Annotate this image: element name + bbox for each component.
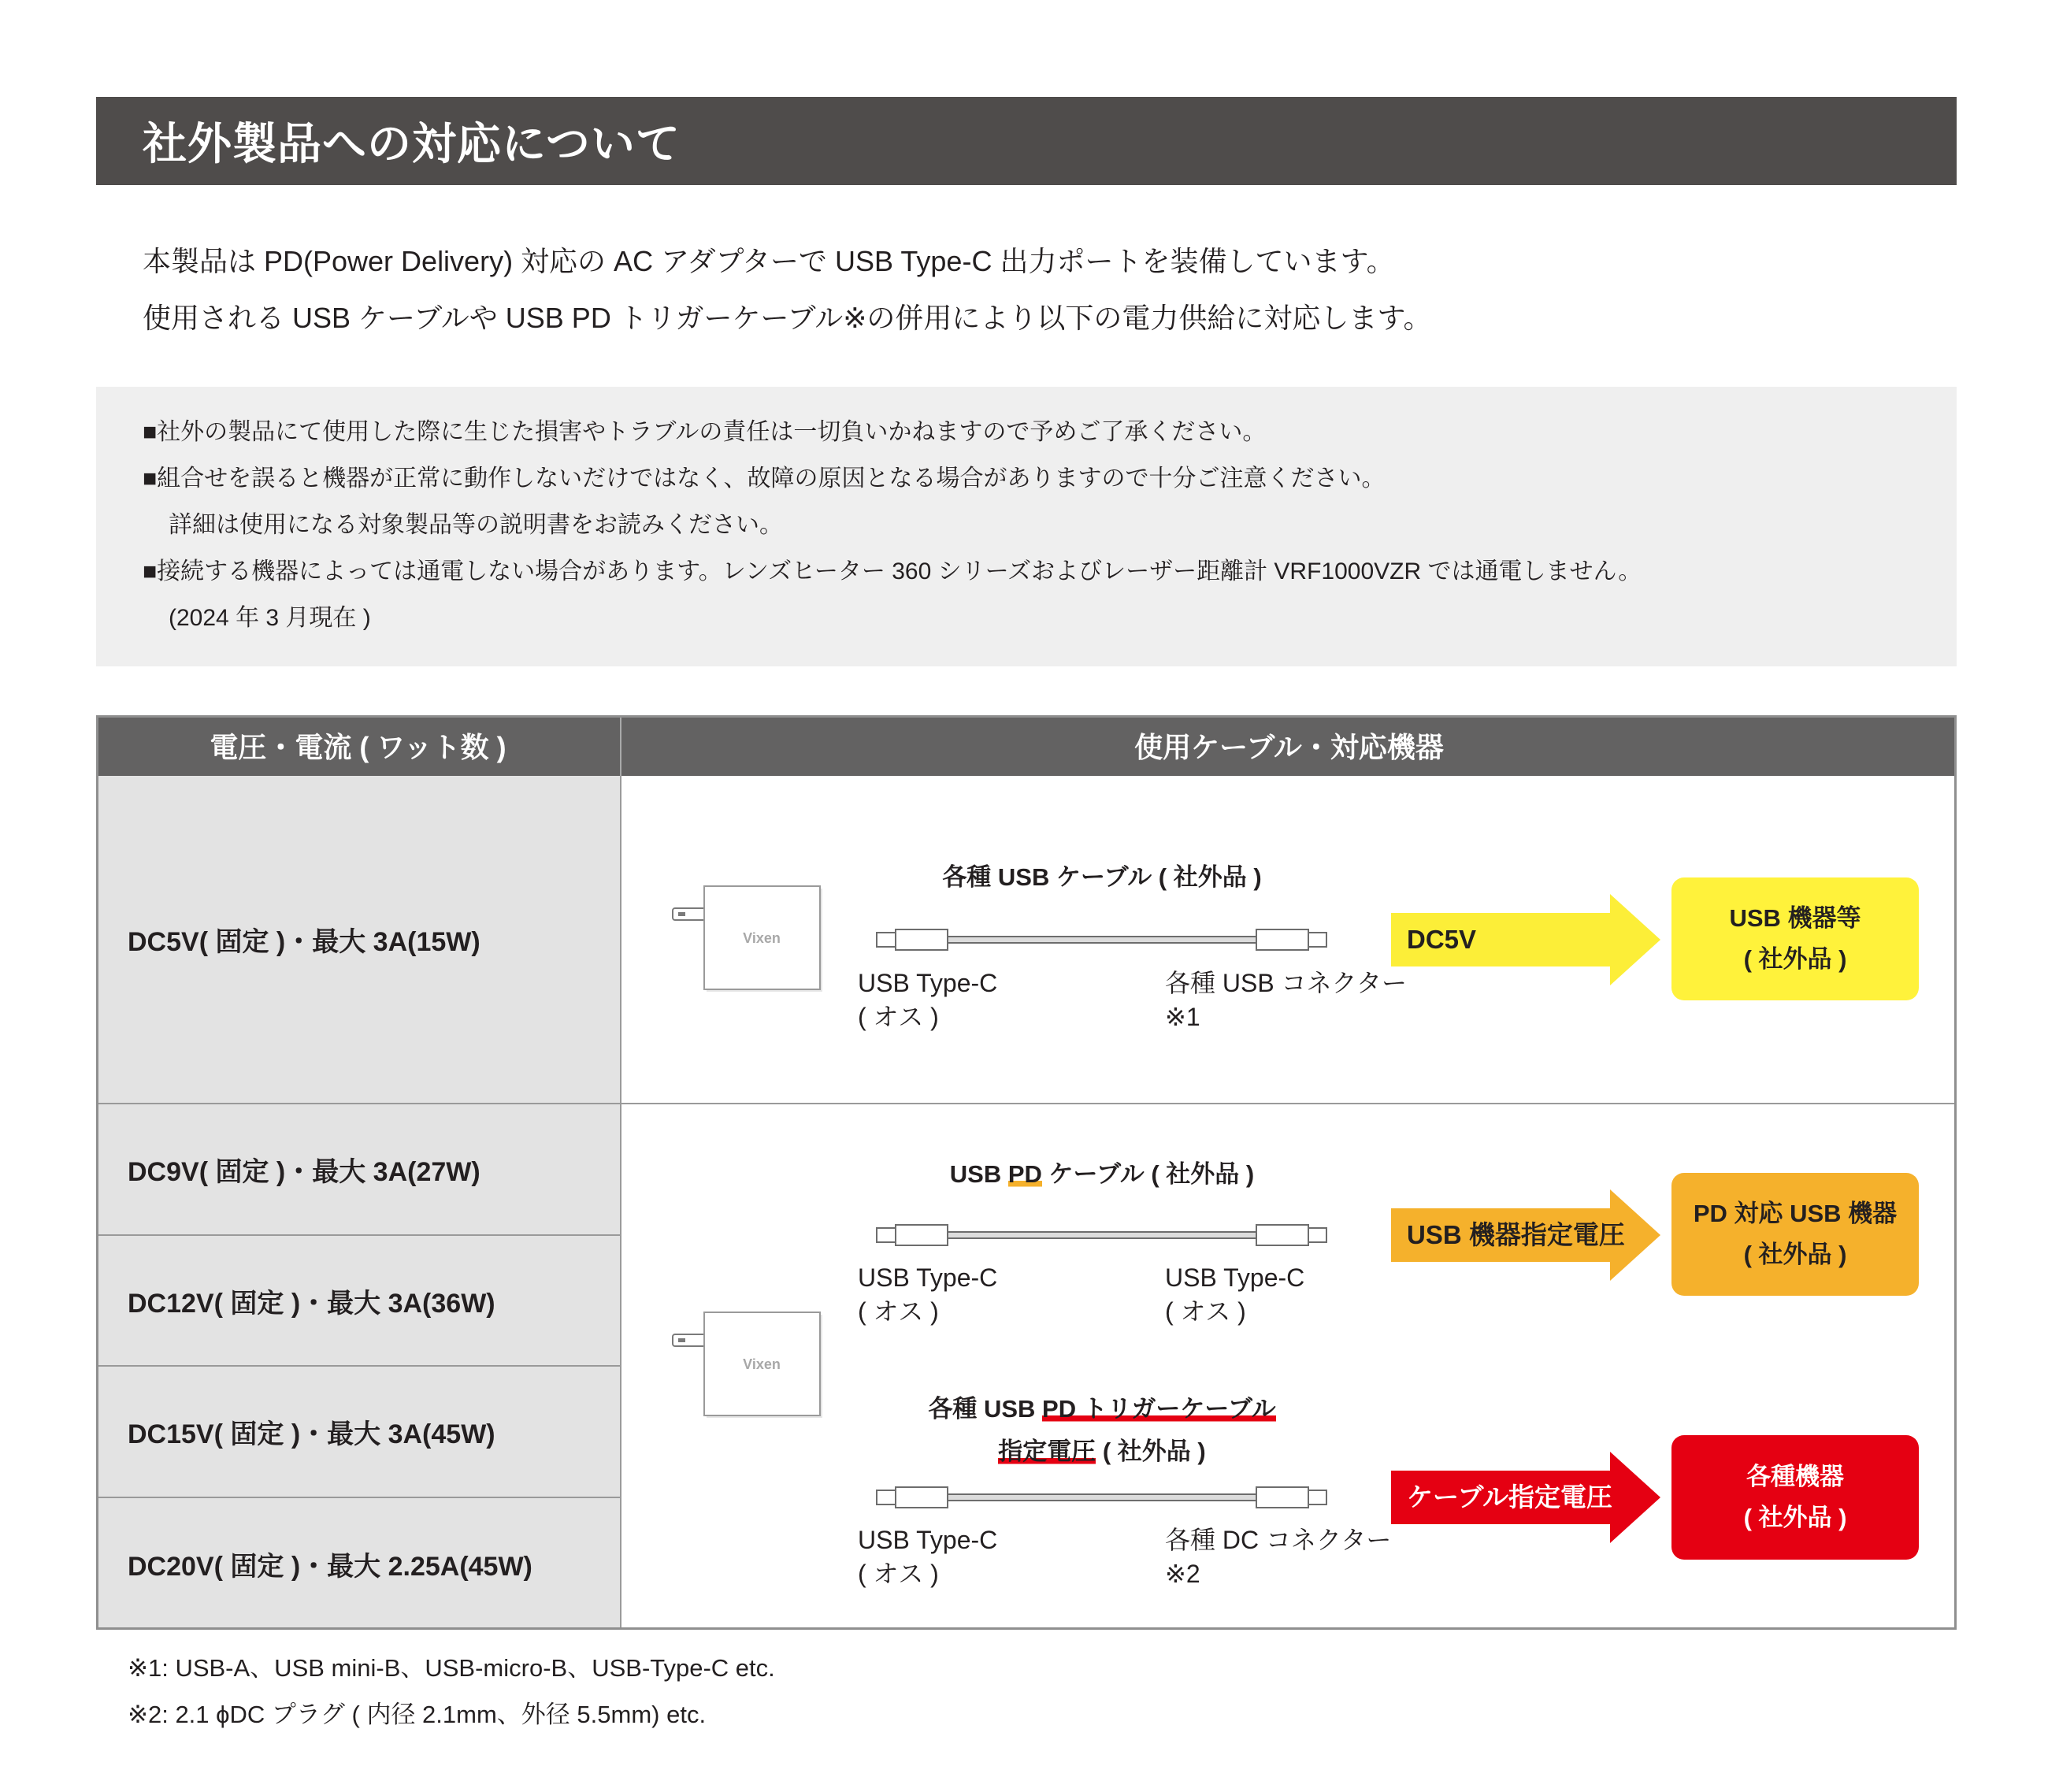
right-connector-label-usb <box>1165 966 1407 1034</box>
device-box-pd <box>1671 1173 1919 1296</box>
device-box-trigger <box>1671 1435 1919 1560</box>
intro-line-2: 使用される USB ケーブルや USB PD トリガーケーブル※の併用により以下の電力供給に対応します。 <box>143 302 1432 334</box>
device-name: USB 機器等 <box>1729 904 1861 932</box>
left-connector-sub: ( オス ) <box>858 1560 939 1588</box>
cable-right-connector <box>1256 929 1308 950</box>
arrow-label: USB 機器指定電圧 <box>1407 1220 1625 1249</box>
device-note: ( 社外品 ) <box>1743 945 1847 973</box>
cable-title-highlight: 指定電圧 <box>998 1438 1096 1465</box>
device-name: PD 対応 USB 機器 <box>1693 1200 1898 1227</box>
cable-title-post: ケーブル ( 社外品 ) <box>1041 1160 1255 1188</box>
device-box-usb <box>1671 877 1919 1000</box>
device-name: 各種機器 <box>1746 1463 1844 1490</box>
adapter-brand-label: Vixen <box>743 930 781 946</box>
arrow-label: ケーブル指定電圧 <box>1407 1482 1613 1512</box>
table-row-dc5v: DC5V( 固定 )・最大 3A(15W) <box>96 776 621 1104</box>
notice-line-5: (2024 年 3 月現在 ) <box>169 605 371 631</box>
arrow-label: DC5V <box>1407 925 1477 954</box>
arrow-cable-voltage <box>1391 1452 1660 1543</box>
left-connector-sub: ( オス ) <box>858 1003 939 1031</box>
notice-line-3: 詳細は使用になる対象製品等の説明書をお読みください。 <box>169 512 783 538</box>
left-connector-name: USB Type-C <box>858 1526 998 1554</box>
cable-title-highlight: PD <box>1007 1160 1042 1188</box>
intro-paragraph <box>143 233 1432 347</box>
left-connector-name: USB Type-C <box>858 969 998 997</box>
notice-box <box>96 387 1957 666</box>
right-connector-sub: ※2 <box>1165 1560 1200 1588</box>
pd-trigger-cable-icon <box>876 1482 1327 1513</box>
section-title-bar <box>96 97 1957 185</box>
notice-line-4: ■接続する機器によっては通電しない場合があります。レンズヒーター 360 シリーズおよびレーザー距離計 VRF1000VZR では通電しません。 <box>143 558 1642 584</box>
cable-wire <box>948 937 1256 943</box>
cable-title-post: ( 社外品 ) <box>1096 1438 1206 1465</box>
left-connector-label-trigger <box>858 1523 997 1591</box>
table-row-dc12v: DC12V( 固定 )・最大 3A(36W) <box>96 1236 621 1367</box>
cable-right-connector <box>1256 1487 1308 1508</box>
cable-left-connector <box>896 1487 948 1508</box>
cable-left-connector <box>896 1225 948 1245</box>
cable-left-tip <box>877 933 896 947</box>
cable-left-tip <box>877 1490 896 1504</box>
cable-title-trigger <box>850 1388 1354 1473</box>
notice-line-1: ■社外の製品にて使用した際に生じた損害やトラブルの責任は一切負いかねますので予めご了承ください。 <box>143 419 1267 445</box>
right-connector-label-trigger <box>1165 1523 1391 1591</box>
table-row-dc15v: DC15V( 固定 )・最大 3A(45W) <box>96 1367 621 1498</box>
adapter-prong <box>673 1334 706 1346</box>
cable-right-tip <box>1308 933 1326 947</box>
cable-left-connector <box>896 929 948 950</box>
table-row-dc9v: DC9V( 固定 )・最大 3A(27W) <box>96 1104 621 1236</box>
usb-pd-cable-icon <box>876 1219 1327 1251</box>
cable-right-tip <box>1308 1490 1326 1504</box>
cable-title-line-2 <box>850 1430 1354 1473</box>
adapter-prong-hole <box>678 912 685 916</box>
ac-adapter-icon <box>672 885 823 992</box>
cable-title-pre: USB <box>949 1160 1008 1188</box>
notice-line-2: ■組合せを誤ると機器が正常に動作しないだけではなく、故障の原因となる場合がありますので十分ご注意ください。 <box>143 466 1386 492</box>
intro-line-1: 本製品は PD(Power Delivery) 対応の AC アダプターで USB Type-C 出力ポートを装備しています。 <box>143 245 1395 277</box>
ac-adapter-icon <box>672 1312 823 1419</box>
right-connector-name: 各種 USB コネクター <box>1165 969 1407 997</box>
cable-right-connector <box>1256 1225 1308 1245</box>
device-note: ( 社外品 ) <box>1743 1241 1847 1268</box>
cable-title-pre: 各種 USB <box>928 1395 1043 1423</box>
left-connector-name: USB Type-C <box>858 1263 998 1292</box>
cable-title-usb: 各種 USB ケーブル ( 社外品 ) <box>942 863 1262 891</box>
left-connector-label-usb <box>858 966 997 1034</box>
footnote-1: ※1: USB-A、USB mini-B、USB-micro-B、USB-Type-C etc. <box>128 1654 775 1682</box>
footnote-2: ※2: 2.1 ϕDC プラグ ( 内径 2.1mm、外径 5.5mm) etc. <box>128 1701 707 1728</box>
adapter-prong-hole <box>678 1338 685 1342</box>
cable-title-pd <box>850 1159 1354 1190</box>
adapter-brand-label: Vixen <box>743 1356 781 1372</box>
cable-title-highlight: PD トリガーケーブル <box>1042 1395 1276 1423</box>
right-connector-name: 各種 DC コネクター <box>1165 1526 1392 1554</box>
device-note: ( 社外品 ) <box>1743 1504 1847 1531</box>
left-connector-label-pd <box>858 1261 997 1329</box>
page-title: 社外製品への対応について <box>143 119 681 169</box>
table-header-power: 電圧・電流 ( ワット数 ) <box>96 715 621 776</box>
right-connector-name: USB Type-C <box>1165 1263 1305 1292</box>
adapter-prong <box>673 908 706 920</box>
cable-left-tip <box>877 1228 896 1242</box>
left-connector-sub: ( オス ) <box>858 1297 939 1326</box>
usb-cable-icon <box>876 924 1327 955</box>
right-connector-sub: ※1 <box>1165 1003 1200 1031</box>
cable-title-line-1 <box>850 1388 1354 1430</box>
arrow-dc5v <box>1391 894 1660 985</box>
right-connector-sub: ( オス ) <box>1165 1297 1246 1326</box>
footnotes <box>128 1645 775 1738</box>
table-header-cable: 使用ケーブル・対応機器 <box>621 715 1957 776</box>
right-connector-label-pd <box>1165 1261 1304 1329</box>
table-row-dc20v: DC20V( 固定 )・最大 2.25A(45W) <box>96 1498 621 1630</box>
cable-right-tip <box>1308 1228 1326 1242</box>
cable-wire <box>948 1232 1256 1238</box>
cable-wire <box>948 1494 1256 1501</box>
arrow-usb-device-voltage <box>1391 1189 1660 1281</box>
